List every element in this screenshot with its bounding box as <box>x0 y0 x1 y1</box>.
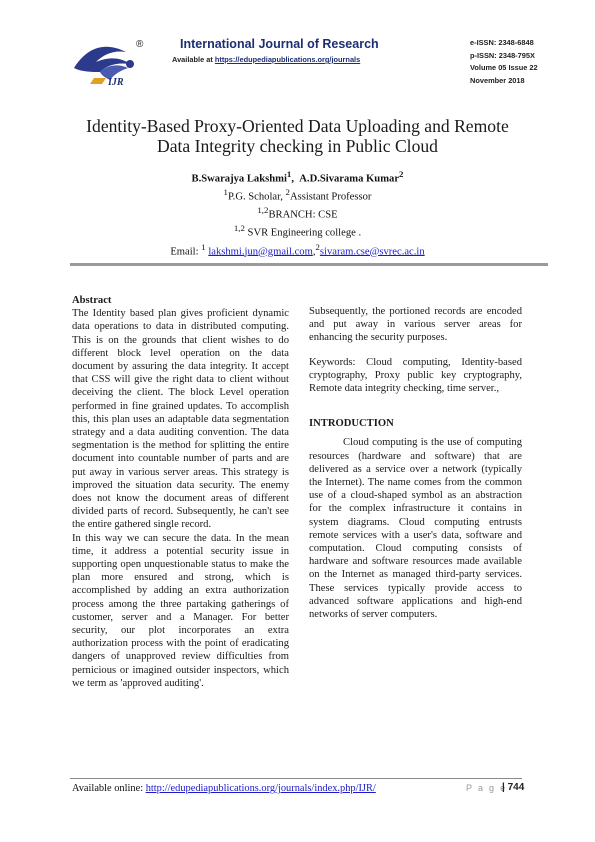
eissn: e-ISSN: 2348-6848 <box>470 38 534 47</box>
left-column <box>72 294 289 690</box>
author1-name: B.Swarajya Lakshmi <box>191 173 287 185</box>
role1-sup: 1 <box>223 187 228 198</box>
journal-url-link[interactable]: https://edupediapublications.org/journals <box>214 55 361 64</box>
author-branch <box>100 204 495 222</box>
role2-sup: 2 <box>285 187 290 198</box>
author-college <box>100 222 495 240</box>
author1-sup: 1 <box>286 169 292 179</box>
keywords: Keywords: Cloud computing, Identity-based cryptography, Proxy public key cryptography, Remote data integrity checking, time server., <box>309 356 522 395</box>
author-roles <box>100 186 495 204</box>
abstract-continuation: Subsequently, the portioned records are encoded and put away in various server areas for enhancing the security purposes. <box>309 306 522 344</box>
introduction-heading: INTRODUCTION <box>309 418 394 430</box>
role1: P.G. Scholar, <box>227 191 286 203</box>
footer-divider <box>70 778 522 779</box>
footer-url-link[interactable]: http://edupediapublications.org/journals/index.php/IJR/ <box>145 783 376 794</box>
footer-available-online <box>72 783 376 794</box>
abstract-heading: Abstract <box>72 295 112 306</box>
paper-title <box>60 116 535 156</box>
email2-sup: 2 <box>315 241 320 252</box>
paper-title-line1: Identity-Based Proxy-Oriented Data Uploading and Remote <box>86 116 509 136</box>
author-names: B.Swarajya Lakshmi$^1$, A.D.Sivarama Kumar$^2$ <box>191 169 404 185</box>
paper-title-line2: Data Integrity checking in Public Cloud <box>157 136 438 156</box>
journal-logo <box>70 38 154 88</box>
header-divider <box>70 263 548 266</box>
abstract-paragraph-1: The Identity based plan gives proficient dynamic data operations to data in distributed computing. This is on the grounds that client wishes to do different block level operation on the data document by assuring the data integrity. It accept that CSS will give the right data to client without deceiving the client. The block Level operation performed in fine grained updates. To accomplish this, this plan uses an adaptable data segmentation strategy and a data auditing convention. The data segmentation is the method for splitting the entire document into countable number of parts and are put away in various server areas. This strategy is improved the situation data security. The enemy does not know the document areas of different divided parts of record. Subsequently, he can't see the entire gathered single record. <box>72 308 289 531</box>
right-column <box>309 305 522 621</box>
branch-sup: 1,2 <box>257 205 269 216</box>
registered-mark: ® <box>136 39 144 50</box>
footer-label: Available online: <box>72 783 146 794</box>
role2: Assistant Professor <box>289 191 372 203</box>
issue-date: November 2018 <box>470 76 525 86</box>
email-separator: , <box>312 246 316 258</box>
author-emails <box>100 241 495 259</box>
logo-text: IJR <box>108 77 124 88</box>
issn-block <box>470 37 550 88</box>
college-sup: 1,2 <box>233 223 245 234</box>
author2-name: A.D.Sivarama Kumar <box>299 173 400 185</box>
author2-sup: 2 <box>399 169 404 179</box>
branch: BRANCH: CSE <box>268 209 338 221</box>
email1-link[interactable]: lakshmi.jun@gmail.com <box>208 246 313 258</box>
abstract-paragraph-2: In this way we can secure the data. In the mean time, it address a potential security issue in supporting open unquestionable status to make the plan more ensured and strong, which is accomplished by adding an extra authorization process among the three partaking gatherings of customer, server and a Manager. For better security, our plot incorporates an extra authorization process with the point of eradicating dangers of unapproved review difficulties from pernicious or imagined outsider inspectors, which we term as 'approved auditing'. <box>72 532 289 689</box>
introduction-paragraph: Cloud computing is the use of computing resources (hardware and software) that are delivered as a service over a network (typically the Internet). The name comes from the common use of a cloud-shaped symbol as an abstraction for the complex infrastructure it contains in system diagrams. Cloud computing entrusts remote services with a user's data, software and computation. Cloud computing consists of hardware and software resources made available on the Internet as managed third-party services. These services typically provide access to advanced software applications and high-end networks of server computers. <box>309 437 522 621</box>
email-label: Email: <box>170 246 202 258</box>
college: SVR Engineering college . <box>244 227 362 239</box>
page-label: P a g e <box>466 783 507 793</box>
email2-link[interactable]: sivaram.cse@svrec.ac.in <box>319 246 425 258</box>
availability-prefix: Available at <box>172 55 215 64</box>
journal-availability <box>172 55 360 64</box>
volume-issue: Volume 05 Issue 22 <box>470 63 538 73</box>
journal-title: International Journal of Research <box>180 37 379 51</box>
pissn: p-ISSN: 2348-795X <box>470 50 535 60</box>
author-block <box>100 168 495 259</box>
page-number: | 744 <box>502 782 525 793</box>
email1-sup: 1 <box>201 241 206 252</box>
